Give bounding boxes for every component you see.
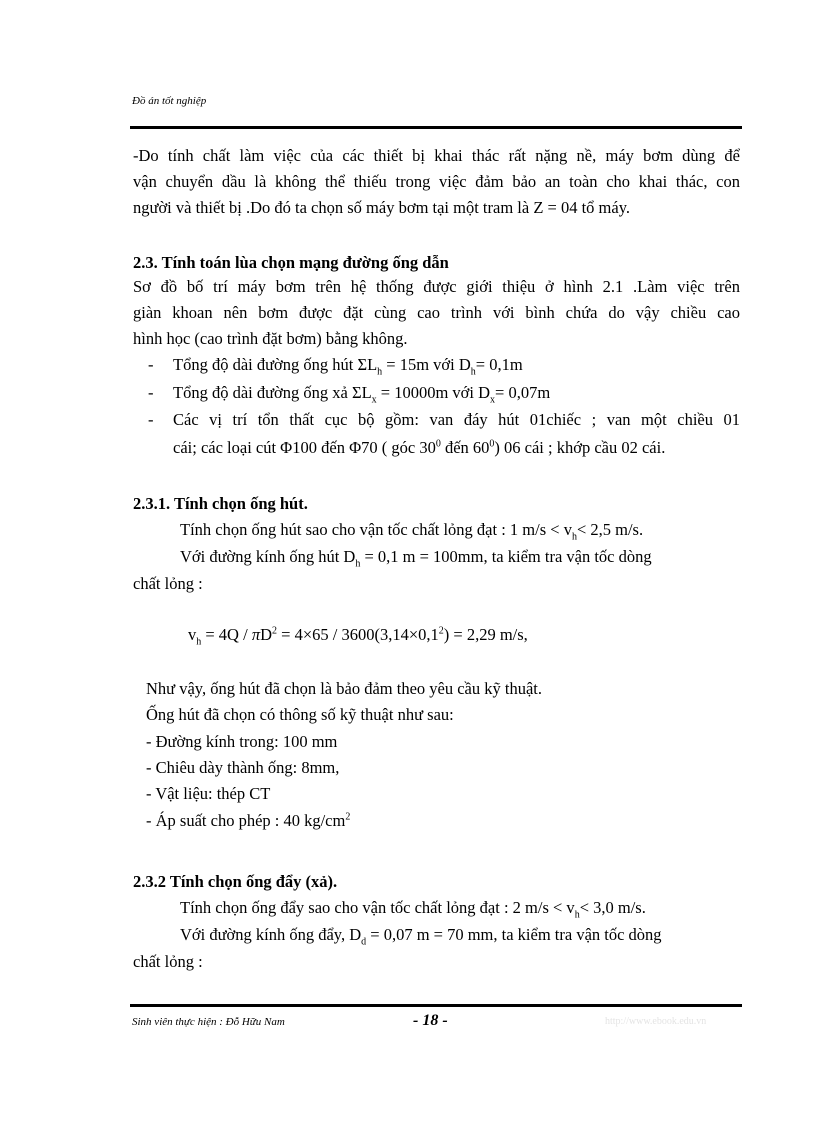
page-number: - 18 -: [413, 1012, 448, 1029]
section-2-3-heading: 2.3. Tính toán lùa chọn mạng đường ống dẫn: [133, 253, 449, 272]
suction-velocity-formula: $v_h = 4Q / \pi D^2 = 4\times 65 / 3600(3,14\times 0,1^2) = 2,29$ m/s,: [188, 625, 528, 648]
bullet-local-losses-line-1: Các vị trí tổn thất cục bộ gồm: van đáy hút 01chiếc ; van một chiều 01: [173, 410, 740, 429]
suction-spec-material: - Vật liệu: thép CT: [146, 784, 271, 803]
bullet-dash: -: [148, 355, 154, 374]
suction-spec-pressure: - Áp suất cho phép : 40 $kg/cm^2$: [146, 811, 351, 830]
suction-conclusion: Như vậy, ống hút đã chọn là bảo đảm theo yêu cầu kỹ thuật.: [146, 679, 542, 698]
section-2-3-para-line-2: giàn khoan nên bơm được đặt cùng cao trình với bình chứa do vậy chiều cao: [133, 303, 740, 322]
discharge-diameter-check: Với đường kính ống đẩy, $D_d = 0,07$ m = 70 mm, ta kiểm tra vận tốc dòng: [180, 925, 662, 948]
section-2-3-2-heading: 2.3.2 Tính chọn ống đẩy (xả).: [133, 872, 338, 891]
bullet-discharge-length: Tổng độ dài đường ống xả $\Sigma L_x = 10000m$ với $D_x= 0,07m$: [173, 383, 551, 406]
header-rule: [130, 126, 742, 129]
intro-line-1: -Do tính chất làm việc của các thiết bị khai thác rất nặng nề, máy bơm dùng để: [133, 146, 740, 165]
intro-line-3: người và thiết bị .Do đó ta chọn số máy bơm tại một tram là Z = 04 tổ máy.: [133, 198, 631, 217]
suction-spec-inner-diameter: - Đường kính trong: 100 mm: [146, 732, 338, 751]
section-2-3-para-line-1: Sơ đồ bố trí máy bơm trên hệ thống được giới thiệu ở hình 2.1 .Làm việc trên: [133, 277, 740, 296]
bullet-local-losses-line-2: cái; các loại cút Φ100 đến Φ70 ( góc $30^0$ đến $60^0$) 06 cái ; khớp cầu 02 cái.: [173, 438, 666, 457]
footer-watermark: http://www.ebook.edu.vn: [605, 1016, 707, 1027]
suction-diameter-check: Với đường kính ống hút $D_h = 0,1$ m = 100mm, ta kiểm tra vận tốc dòng: [180, 547, 652, 570]
suction-spec-wall-thickness: - Chiêu dày thành ống: 8mm,: [146, 758, 340, 777]
intro-line-2: vận chuyển dầu là không thể thiếu trong việc đảm bảo an toàn cho khai thác, con: [133, 172, 740, 191]
bullet-dash: -: [148, 410, 154, 429]
suction-spec-title: Ống hút đã chọn có thông số kỹ thuật như sau:: [146, 705, 454, 724]
section-2-3-para-line-3: hình học (cao trình đặt bơm) bằng không.: [133, 329, 408, 348]
suction-velocity-requirement: Tính chọn ống hút sao cho vận tốc chất lỏng đạt : 1 $m/s < v_h< 2,5$ m/s.: [180, 520, 644, 543]
footer-student: Sinh viên thực hiện : Đỗ Hữu Nam: [132, 1016, 285, 1028]
discharge-fluid-label: chất lỏng :: [133, 952, 203, 971]
bullet-dash: -: [148, 383, 154, 402]
document-header-title: Đồ án tốt nghiệp: [132, 95, 207, 107]
section-2-3-1-heading: 2.3.1. Tính chọn ống hút.: [133, 494, 308, 513]
bullet-suction-length: Tổng độ dài đường ống hút $\Sigma L_h = 15m$ với $D_h= 0,1m$: [173, 355, 523, 378]
discharge-velocity-requirement: Tính chọn ống đẩy sao cho vận tốc chất lỏng đạt : 2 $m/s < v_h< 3,0$ m/s.: [180, 898, 646, 921]
footer-rule: [130, 1004, 742, 1007]
suction-fluid-label: chất lỏng :: [133, 574, 203, 593]
